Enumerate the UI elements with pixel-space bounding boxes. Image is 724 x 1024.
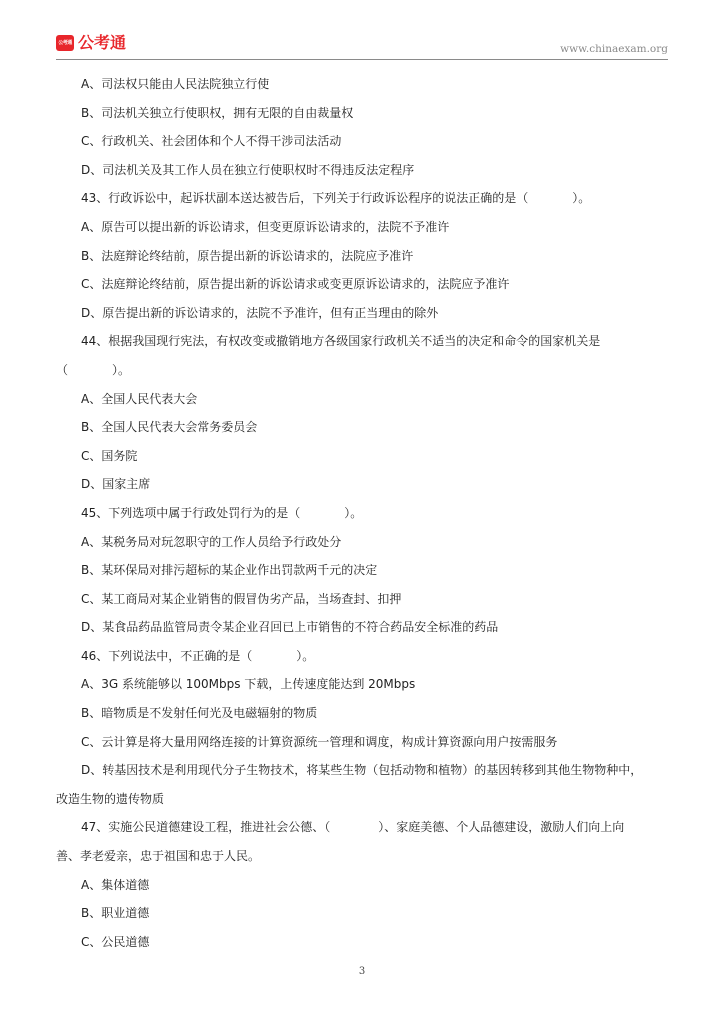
- line-text: D、国家主席: [81, 477, 151, 492]
- logo: [56, 34, 126, 52]
- text-line: [56, 813, 668, 842]
- text-line: [56, 327, 668, 356]
- text-line: [56, 928, 668, 957]
- line-text: A、集体道德: [81, 877, 150, 892]
- line-text: B、司法机关独立行使职权，拥有无限的自由裁量权: [81, 105, 354, 120]
- text-line: [56, 242, 668, 271]
- text-line: [56, 899, 668, 928]
- text-line: [56, 728, 668, 757]
- line-text: 43、行政诉讼中，起诉状副本送达被告后，下列关于行政诉讼程序的说法正确的是（: [81, 191, 529, 206]
- text-line: [56, 413, 668, 442]
- line-text: C、法庭辩论终结前，原告提出新的诉讼请求或变更原诉讼请求的，法院应予准许: [81, 277, 510, 292]
- line-text: B、职业道德: [81, 906, 150, 921]
- logo-badge: 公考通: [56, 35, 74, 51]
- text-line: [56, 642, 668, 671]
- text-line: [56, 127, 668, 156]
- line-text: A、原告可以提出新的诉讼请求，但变更原诉讼请求的，法院不予准许: [81, 219, 450, 234]
- line-text: A、3G 系统能够以 100Mbps 下载，上传速度能达到 20Mbps: [81, 677, 416, 692]
- line-text: D、某食品药品监管局责令某企业召回已上市销售的不符合药品安全标准的药品: [81, 620, 499, 635]
- line-text: C、国务院: [81, 448, 138, 463]
- line-text: C、云计算是将大量用网络连接的计算资源统一管理和调度，构成计算资源向用户按需服务: [81, 734, 558, 749]
- line-text: A、司法权只能由人民法院独立行使: [81, 77, 270, 91]
- text-line: [56, 871, 668, 900]
- page-header: [56, 34, 668, 60]
- line-text: D、司法机关及其工作人员在独立行使职权时不得违反法定程序: [81, 162, 415, 177]
- text-line: [56, 156, 668, 185]
- text-line: [56, 785, 668, 814]
- line-text-tail: ）。: [344, 505, 363, 520]
- text-line: [56, 99, 668, 128]
- line-text: D、原告提出新的诉讼请求的，法院不予准许，但有正当理由的除外: [81, 305, 439, 320]
- text-line: [56, 670, 668, 699]
- text-line: [56, 184, 668, 213]
- line-text: （: [56, 362, 69, 377]
- header-divider: [56, 59, 668, 60]
- line-text: D、转基因技术是利用现代分子生物技术，将某些生物（包括动物和植物）的基因转移到其他生物物种中，: [81, 763, 643, 778]
- text-line: [56, 585, 668, 614]
- text-line: [56, 699, 668, 728]
- line-text: 45、下列选项中属于行政处罚行为的是（: [81, 505, 301, 520]
- text-line: [56, 299, 668, 328]
- line-text: B、某环保局对排污超标的某企业作出罚款两千元的决定: [81, 563, 378, 578]
- text-line: [56, 270, 668, 299]
- line-text: 44、根据我国现行宪法，有权改变或撤销地方各级国家行政机关不适当的决定和命令的国家机关是: [81, 334, 601, 349]
- logo-text: 公考通: [78, 33, 127, 52]
- line-text: B、全国人民代表大会常务委员会: [81, 420, 258, 435]
- text-line: [56, 499, 668, 528]
- text-line: [56, 70, 668, 99]
- text-line: [56, 470, 668, 499]
- line-text: B、暗物质是不发射任何光及电磁辐射的物质: [81, 706, 318, 721]
- line-text: C、公民道德: [81, 934, 150, 949]
- text-line: [56, 356, 668, 385]
- text-line: [56, 756, 668, 785]
- line-text-tail: ）。: [572, 191, 591, 206]
- line-text: A、全国人民代表大会: [81, 391, 198, 406]
- text-line: [56, 556, 668, 585]
- line-text-tail: ）。: [296, 648, 315, 663]
- line-text: C、行政机关、社会团体和个人不得干涉司法活动: [81, 134, 342, 149]
- text-line: [56, 385, 668, 414]
- text-line: [56, 613, 668, 642]
- line-text: 善、孝老爱亲，忠于祖国和忠于人民。: [56, 849, 261, 864]
- site-url: www.chinaexam.org: [560, 43, 668, 55]
- line-text: 改造生物的遗传物质: [56, 791, 165, 806]
- text-line: [56, 528, 668, 557]
- text-line: [56, 442, 668, 471]
- text-line: [56, 842, 668, 871]
- line-text: A、某税务局对玩忽职守的工作人员给予行政处分: [81, 534, 342, 549]
- page-number: 3: [358, 966, 366, 977]
- document-body: [56, 70, 668, 956]
- text-line: [56, 213, 668, 242]
- line-text: 46、下列说法中，不正确的是（: [81, 648, 253, 663]
- line-text: B、法庭辩论终结前，原告提出新的诉讼请求的，法院应予准许: [81, 248, 414, 263]
- line-text: C、某工商局对某企业销售的假冒伪劣产品，当场查封、扣押: [81, 591, 402, 606]
- line-text: 47、实施公民道德建设工程，推进社会公德、（: [81, 820, 331, 835]
- line-text-tail: ）、家庭美德、个人品德建设，激励人们向上向: [378, 820, 625, 835]
- line-text-tail: ）。: [112, 362, 131, 377]
